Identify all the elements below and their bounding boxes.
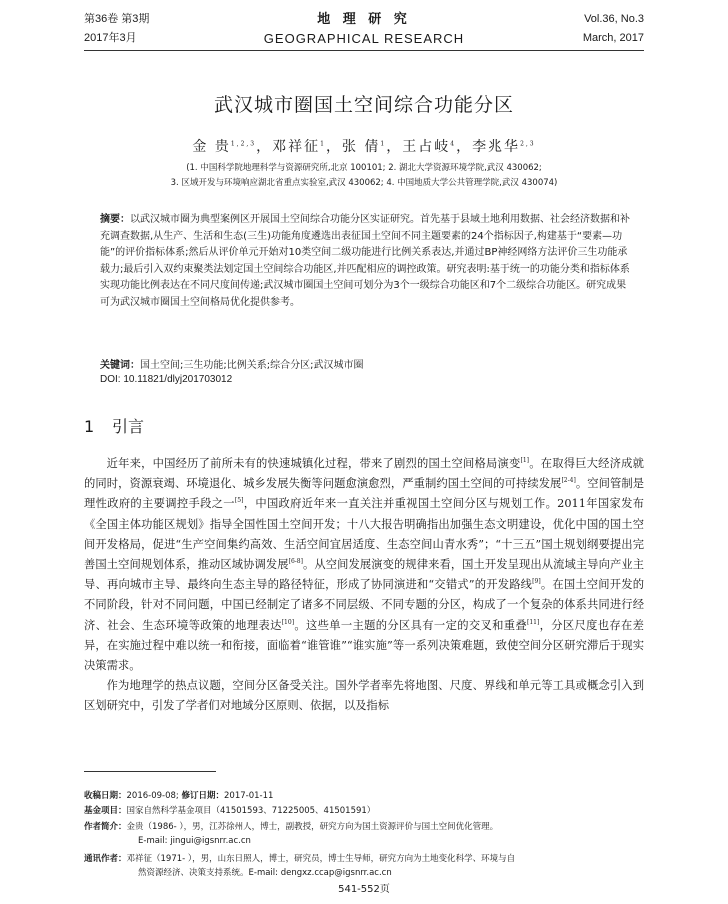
- citation-ref[interactable]: [9]: [532, 578, 541, 586]
- body-paragraph: [84, 454, 644, 676]
- page-range: 541-552页: [338, 884, 390, 895]
- author-list: [0, 136, 728, 156]
- paragraph-text: 。在取得巨大经济成就的同时，资源衰竭、环境退化、城乡发展失衡等问题愈演愈烈，严重制约国土空间的可持续发展: [84, 457, 644, 491]
- running-header: [84, 10, 644, 50]
- fund-label: 基金项目：: [84, 806, 127, 816]
- citation-ref[interactable]: [11]: [526, 618, 540, 626]
- body-paragraph: [84, 676, 644, 716]
- author-email: E-mail: jingui@igsnrr.ac.cn: [138, 836, 251, 846]
- doi: DOI: 10.11821/dlyj201703012: [100, 374, 233, 385]
- affiliation-line-2: 3. 区域开发与环境响应湖北省重点实验室,武汉 430062; 4. 中国地质大学公共管理学院,武汉 430074): [170, 178, 558, 188]
- paragraph-text: 。这些单一主题的分区具有一定的交叉和重叠: [294, 618, 527, 632]
- author-separator: ，: [325, 139, 342, 155]
- author-name: 李兆华: [472, 139, 521, 155]
- author-separator: ，: [386, 139, 403, 155]
- journal-name-cn: 地 理 研 究: [317, 12, 411, 27]
- author-name: 张 倩: [341, 139, 381, 155]
- header-center: [84, 10, 644, 48]
- author-affiliation-mark: 1: [320, 140, 326, 148]
- author-name: 邓祥征: [272, 139, 321, 155]
- fund-text: 国家自然科学基金项目（41501593、71225005、41501591）: [126, 806, 376, 816]
- author-label: 作者简介：: [84, 822, 127, 832]
- header-rule: [84, 50, 644, 51]
- body-text: [84, 454, 644, 717]
- received-date: 2016-09-08;: [126, 791, 179, 801]
- revised-label: 修订日期：: [181, 791, 224, 801]
- abstract: [100, 212, 630, 312]
- paragraph-text: 近年来，中国经历了前所未有的快速城镇化过程，带来了剧烈的国土空间格局演变: [106, 457, 521, 470]
- footnote-fund: [84, 804, 644, 818]
- abstract-text: 以武汉城市圈为典型案例区开展国土空间综合功能分区实证研究。首先基于县域土地利用数据、社会经济数据和补充调查数据,从生产、生活和生态(三生)功能角度遴选出表征国土空间不同主题要素的24个指标因子,构建基于“要素—功能”的评价指标体系;然后从评价单元开始对10类空间二级功能进行比例关系表达,并通过BP神经网络方法评价三生功能承载力;最后引入双约束聚类法划定国土空间综合功能区,并匹配相应的调控政策。研究表明:基于统一的功能分类和指标体系实现功能比例表达在不同尺度间传递;武汉城市圈国土空间可划分为3个一级综合功能区和7个二级综合功能区。研究成果可为武汉城市圈国土空间格局优化提供参考。: [100, 214, 630, 308]
- paragraph-text: 。空间管制是理性政府的主要调控手段之一: [84, 477, 644, 511]
- paragraph-text: ，中国政府近年来一直关注并重视国土空间分区与规划工作。2011年国家发布《全国主体功能区规划》指导全国性国土空间开发；十八大报告明确指出加强生态文明建设，优化中国的国土空间开发格局，促进“生产空间集约高效、生活空间宜居适度、生态空间山青水秀”；“十三五”国土规划纲要提出完善国土空间规划体系，推动区域协调发展: [84, 497, 644, 572]
- citation-ref[interactable]: [1]: [520, 457, 529, 465]
- abstract-label: 摘要：: [100, 214, 130, 225]
- corresponding-bio: 邓祥征（1971- ），男，山东日照人，博士，研究员，博士生导师，研究方向为土地变化科学、环境与自: [126, 854, 516, 864]
- citation-ref[interactable]: [6-8]: [288, 558, 303, 566]
- section-title: 引言: [112, 417, 145, 436]
- date-en: March, 2017: [582, 32, 644, 44]
- citation-ref[interactable]: [10]: [281, 618, 295, 626]
- volume-en: Vol.36, No.3: [584, 13, 644, 25]
- corresponding-bio-cont: 然资源经济、决策支持系统。E-mail: dengxz.ccap@igsnrr.ac.cn: [138, 868, 392, 878]
- affiliation-line-1: (1. 中国科学院地理科学与资源研究所,北京 100101; 2. 湖北大学资源环境学院,武汉 430062;: [186, 163, 542, 173]
- footnote-author: [84, 820, 644, 848]
- paper-title: 武汉城市圈国土空间综合功能分区: [213, 94, 514, 116]
- paragraph-text: 。在国土空间开发的不同阶段，针对不同问题，中国已经制定了诸多不同层级、不同专题的分区，构成了一个复杂的体系共同进行经济、社会、生态环境等政策的地理表达: [84, 578, 644, 632]
- citation-ref[interactable]: [5]: [234, 497, 244, 505]
- received-label: 收稿日期：: [84, 791, 127, 801]
- author-name: 金 贵: [192, 139, 231, 155]
- author-separator: ，: [456, 139, 473, 155]
- author-affiliation-mark: 2,3: [520, 140, 536, 148]
- citation-ref[interactable]: [2-4]: [561, 477, 576, 485]
- footnote-rule: [84, 771, 216, 772]
- keywords: [100, 356, 630, 371]
- author-bio: 金贵（1986- ），男，江苏徐州人，博士，副教授，研究方向为国土资源评价与国土空间优化管理。: [126, 822, 499, 832]
- keywords-text: 国土空间;三生功能;比例关系;综合分区;武汉城市圈: [140, 360, 364, 371]
- author-affiliation-mark: 1,2,3: [230, 140, 257, 148]
- keywords-label: 关键词：: [100, 360, 140, 371]
- corresponding-label: 通讯作者：: [84, 854, 127, 864]
- volume-cn: 第36卷 第3期: [84, 13, 150, 25]
- author-separator: ，: [256, 139, 273, 155]
- author-affiliation-mark: 1: [380, 140, 387, 148]
- header-right: [583, 10, 644, 48]
- author-affiliation-mark: 4: [450, 140, 457, 148]
- paragraph-text: 作为地理学的热点议题，空间分区备受关注。国外学者率先将地图、尺度、界线和单元等工具或概念引入到区划研究中，引发了学者们对地域分区原则、依据，以及指标: [84, 679, 644, 713]
- revised-date: 2017-01-11: [224, 791, 274, 801]
- footnote-corresponding: [84, 852, 644, 880]
- section-number: 1: [84, 417, 95, 436]
- paragraph-text: 。从空间发展演变的规律来看，国土开发呈现出从流域主导向产业主导、再向城市主导、最终向生态主导的路径特征，形成了协同演进和“交错式”的开发路线: [84, 558, 644, 592]
- journal-name-en: GEOGRAPHICAL RESEARCH: [263, 31, 465, 46]
- date-cn: 2017年3月: [84, 32, 137, 44]
- paragraph-text: ，分区尺度也存在差异，在实施过程中难以统一和衔接，面临着“谁管谁”“谁实施”等一系列决策难题，致使空间分区研究滞后于现实决策需求。: [84, 618, 644, 673]
- footnote-dates: [84, 789, 644, 803]
- section-heading: [84, 414, 144, 437]
- author-name: 王占岐: [402, 139, 451, 155]
